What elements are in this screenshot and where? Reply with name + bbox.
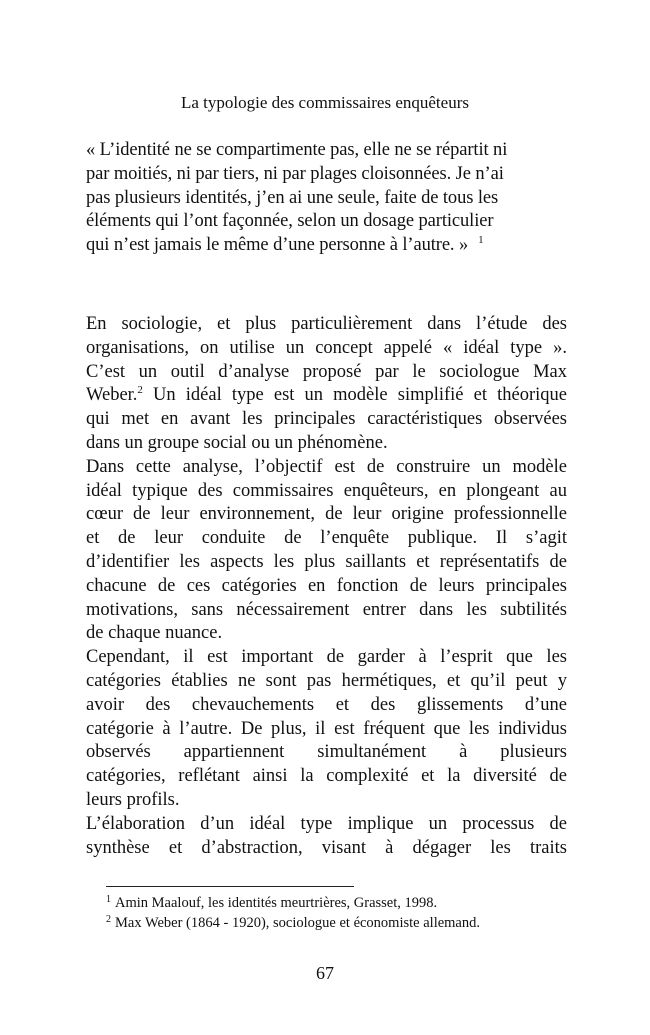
footnote-text: Amin Maalouf, les identités meurtrières, Grasset, 1998. xyxy=(115,895,438,911)
body-text xyxy=(86,313,567,860)
body-line: dans un groupe social ou un phénomène. xyxy=(86,432,388,453)
running-header: La typologie des commissaires enquêteurs xyxy=(181,93,469,112)
footnotes xyxy=(106,893,566,933)
footnote-reference: 1 xyxy=(478,234,484,247)
body-line: motivations, sans nécessairement entrer dans les subtilités xyxy=(86,599,567,620)
body-line: synthèse et d’abstraction, visant à dégager les traits xyxy=(86,837,567,858)
body-line: d’identifier les aspects les plus saillants et représentatifs de xyxy=(86,551,567,572)
body-line: observés appartiennent simultanément à plusieurs xyxy=(86,742,567,763)
body-line: leurs profils. xyxy=(86,789,180,810)
body-line: catégories, reflétant ainsi la complexité et la diversité de xyxy=(86,766,567,787)
body-line: catégorie à l’autre. De plus, il est fréquent que les individus xyxy=(86,718,567,739)
epigraph-line: pas plusieurs identités, j’en ai une seule, faite de tous les xyxy=(86,187,499,208)
footnote-item xyxy=(106,893,566,913)
epigraph-line: éléments qui l’ont façonnée, selon un dosage particulier xyxy=(86,211,494,232)
footnote-text: Max Weber (1864 - 1920), sociologue et économiste allemand. xyxy=(115,915,480,931)
body-line: catégories établies ne sont pas hermétiques, et qu’il peut y xyxy=(86,670,567,691)
footnote-item xyxy=(106,913,566,933)
epigraph-line: par moitiés, ni par tiers, ni par plages cloisonnées. Je n’ai xyxy=(86,163,504,184)
footnote-number: 2 xyxy=(106,914,111,925)
body-line: organisations, on utilise un concept appelé « idéal type ». xyxy=(86,337,567,358)
footnote-reference: 2 xyxy=(137,384,143,397)
body-line: Cependant, il est important de garder à l’esprit que les xyxy=(86,647,567,668)
body-line: En sociologie, et plus particulièrement dans l’étude des xyxy=(86,314,567,334)
body-line: C’est un outil d’analyse proposé par le sociologue Max xyxy=(86,361,567,382)
body-line: avoir des chevauchements et des glissements d’une xyxy=(86,694,567,715)
epigraph-line-text: qui n’est jamais le même d’une personne à l’autre. » xyxy=(86,235,469,256)
body-line: chacune de ces catégories en fonction de leurs principales xyxy=(86,575,567,596)
body-line: idéal typique des commissaires enquêteurs, en plongeant au xyxy=(86,480,567,501)
epigraph-quote xyxy=(86,139,566,258)
footnote-number: 1 xyxy=(106,894,111,905)
body-line: Dans cette analyse, l’objectif est de construire un modèle xyxy=(86,456,567,477)
body-line: L’élaboration d’un idéal type implique un processus de xyxy=(86,813,567,834)
body-line: qui met en avant les principales caractéristiques observées xyxy=(86,409,567,430)
body-line: de chaque nuance. xyxy=(86,623,223,644)
body-line: cœur de leur environnement, de leur origine professionnelle xyxy=(86,504,567,525)
body-line: et de leur conduite de l’enquête publique. Il s’agit xyxy=(86,528,567,549)
page-number: 67 xyxy=(316,963,334,983)
epigraph-line: « L’identité ne se compartimente pas, elle ne se répartit ni xyxy=(86,140,508,160)
epigraph-line xyxy=(86,234,566,258)
body-line-text: Weber. xyxy=(86,385,138,406)
footnote-divider xyxy=(106,886,354,887)
body-line xyxy=(86,384,567,408)
body-line-text: Un idéal type est un modèle simplifié et théorique xyxy=(142,385,567,406)
